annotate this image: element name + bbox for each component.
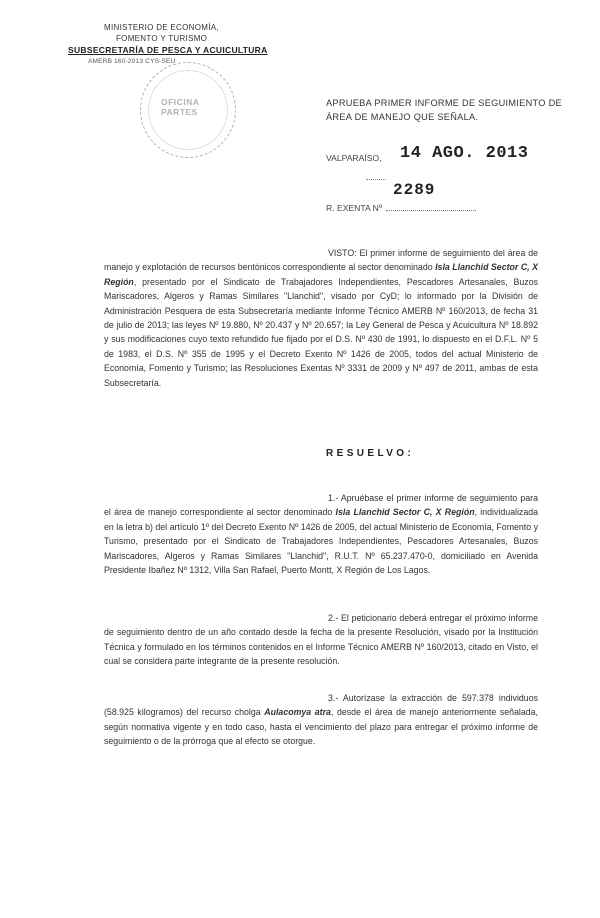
stamp-text — [161, 97, 221, 117]
ministry-line-1: MINISTERIO DE ECONOMÍA, — [104, 23, 219, 32]
item-1-text-2: , individualizada en la letra b) del artículo 1º del Decreto Exento Nº 1426 de 2005, del actual Ministerio de Economía, Fomento y Turismo, presentado por el Sindicato de Trabajadores Independientes, Pescadores Artesanales, Buzos Mariscadores, Algeros y Ramas Similares "Llanchid", R.U.T. Nº 65.237.470-0, domiciliado en Avenida Presidente Ibañez Nº 1312, Villa San Rafael, Puerto Montt, X Región de Los Lagos. — [104, 507, 538, 576]
item-3-text-2: , desde el área de manejo anteriormente señalada, según normativa vigente y en todo caso, hasta el vencimiento del plazo para entregar el próximo informe de seguimiento o de la prórroga que al efecto se otorgue. — [104, 707, 538, 747]
item-1-paragraph — [104, 491, 538, 577]
resuelvo-heading: RESUELVO: — [326, 448, 415, 459]
place-label: VALPARAÍSO, — [326, 153, 382, 163]
item-3-paragraph — [104, 691, 538, 749]
subsecretaria-title: SUBSECRETARÍA DE PESCA Y ACUICULTURA — [68, 45, 268, 55]
subject-line-2: ÁREA DE MANEJO QUE SEÑALA. — [326, 112, 479, 122]
item-1-text-1: 1.- Apruébase el primer informe de seguimiento para el área de manejo correspondiente al sector denominado — [104, 493, 538, 518]
stamp-line-1: OFICINA — [161, 97, 200, 107]
visto-area-name: Isla Llanchid Sector C, X Región — [104, 262, 538, 287]
reference-code: AMERB 160-2013 CYS-SEU — [88, 58, 176, 65]
visto-text-1: VISTO: El primer informe de seguimiento del área de manejo y explotación de recursos bentónicos correspondiente al sector denominado — [104, 248, 538, 273]
subject-line-1: APRUEBA PRIMER INFORME DE SEGUIMIENTO DE — [326, 98, 562, 108]
subject — [326, 96, 562, 124]
item-1-area-name: Isla Llanchid Sector C, X Región — [335, 507, 475, 518]
visto-text-2: , presentado por el Sindicato de Trabajadores Independientes, Pescadores Artesanales, Buzos Mariscadores, Algeros y Ramas Similares "Llanchid", visado por CyD; lo informado por la División de Administración Pesquera de esta Subsecretaría mediante Informe Técnico AMERB Nº 160/2013, de fecha 31 de julio de 2013; las leyes Nº 19.880, Nº 20.437 y Nº 20.657; la Ley General de Pesca y Acuicultura Nº 18.892 y sus modificaciones cuyo texto refundido fue fijado por el D.S. Nº 430 de 1991, lo dispuesto en el D.F.L. Nº 5 de 1983, el D.S. Nº 355 de 1995 y el Decreto Exento Nº 1426 de 2005, todos del actual Ministerio de Economía, Fomento y Turismo; las Resoluciones Exentas Nº 3331 de 2009 y Nº 497 de 2011, ambas de esta Subsecretaría. — [104, 276, 538, 388]
stamp-line-2: PARTES — [161, 107, 198, 117]
item-3-text-1: 3.- Autorízase la extracción de 597.378 individuos (58.925 kilogramos) del recurso cholga — [104, 693, 538, 718]
number-overline — [366, 179, 386, 180]
item-3-species: Aulacomya atra — [264, 707, 331, 718]
office-stamp — [140, 62, 236, 158]
item-2-paragraph: 2.- El peticionario deberá entregar el próximo informe de seguimiento dentro de un año contado desde la fecha de la presente Resolución, visado por la Institución Técnica y formulado en los términos contenidos en el Informe Técnico AMERB Nº 160/2013, citado en Visto, el cual se considera parte integrante de la presente resolución. — [104, 613, 538, 667]
exenta-label: R. EXENTA Nº — [326, 203, 382, 213]
resolution-number: 2289 — [393, 181, 436, 199]
ministry-line-2: FOMENTO Y TURISMO — [116, 34, 208, 43]
date-stamp: 14 AGO. 2013 — [400, 144, 529, 163]
visto-paragraph — [104, 246, 538, 390]
exenta-dotted-line — [386, 210, 476, 211]
